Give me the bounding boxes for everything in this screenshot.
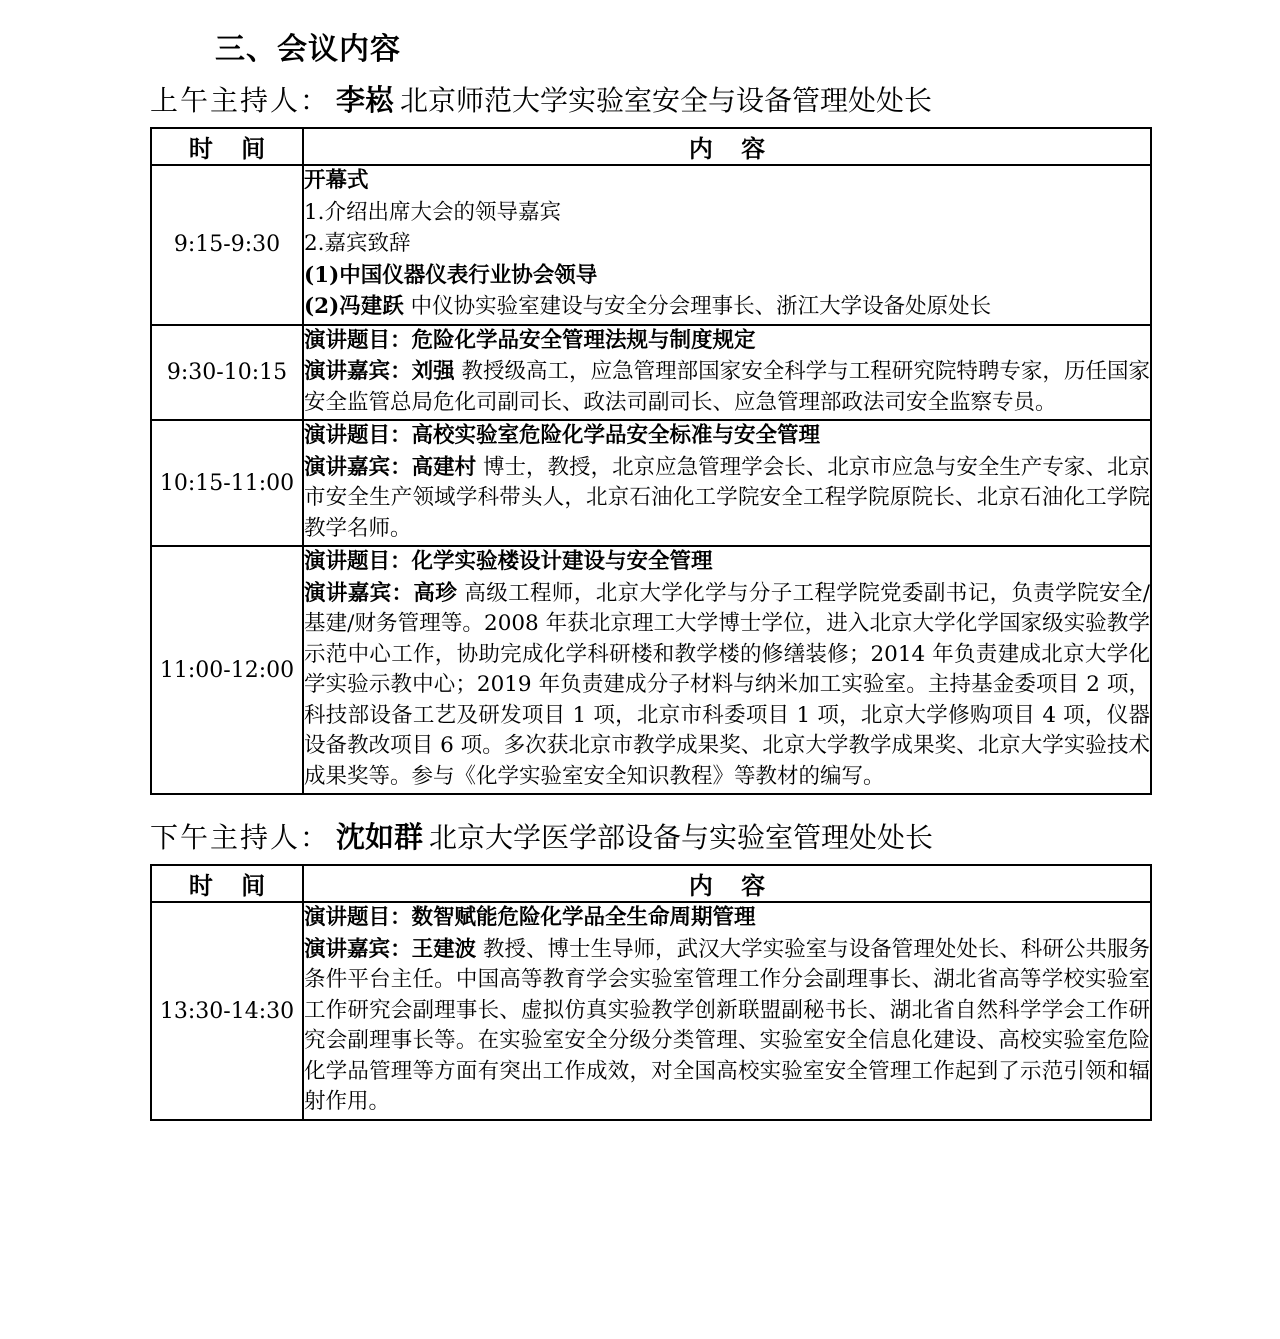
row-lead: 演讲嘉宾：高珍	[304, 580, 458, 606]
row-text: 高级工程师，北京大学化学与分子工程学院党委副书记，负责学院安全/基建/财务管理等。2008 年获北京理工大学博士学位，进入北京大学化学国家级实验教学示范中心工作，协助完成化学科研楼和教学楼的修缮装修；2014 年负责建成北京大学化学实验示教中心；2019 年负责建成分子材料与纳米加工实验室。主持基金委项目 2 项，科技部设备工艺及研发项目 1 项，北京市科委项目 1 项，北京大学修购项目 4 项，仪器设备教改项目 6 项。多次获北京市教学成果奖、北京大学教学成果奖、北京大学实验技术成果奖等。参与《化学实验室安全知识教程》等教材的编写。	[304, 580, 1150, 789]
row-text: 1.介绍出席大会的领导嘉宾	[304, 199, 562, 225]
morning-host-title: 北京师范大学实验室安全与设备管理处处长	[400, 84, 933, 117]
afternoon-host-title: 北京大学医学部设备与实验室管理处处长	[429, 821, 934, 855]
page-title: 三、会议内容	[215, 32, 401, 67]
row-lead: 演讲嘉宾：高建村	[304, 454, 477, 480]
row-topic: 演讲题目：化学实验楼设计建设与安全管理	[304, 549, 713, 575]
row-lead: 开幕式	[304, 168, 369, 193]
row-text: 博士，教授，北京应急管理学会长、北京市应急与安全生产专家、北京市安全生产领域学科带头人，北京石油化工学院安全工程学院原院长、北京石油化工学院教学名师。	[304, 454, 1150, 541]
table-row	[151, 325, 1151, 421]
column-header-content: 内 容	[303, 128, 1151, 165]
afternoon-agenda-table	[150, 864, 1152, 1121]
morning-host-name: 李崧	[336, 83, 395, 117]
column-header-time: 时 间	[151, 128, 303, 165]
table-header-row	[151, 128, 1151, 165]
row-content	[303, 420, 1151, 546]
row-content	[303, 325, 1151, 421]
afternoon-host-name: 沈如群	[336, 820, 424, 855]
row-content	[303, 546, 1151, 794]
row-text: 中仪协实验室建设与安全分会理事长、浙江大学设备处原处长	[403, 294, 992, 320]
row-lead: 演讲嘉宾：王建波	[304, 936, 477, 962]
afternoon-host-label: 下午主持人：	[150, 821, 331, 855]
row-text: 2.嘉宾致辞	[304, 231, 411, 257]
row-text: 教授级高工，应急管理部国家安全科学与工程研究院特聘专家，历任国家安全监管总局危化司副司长、政法司副司长、应急管理部政法司安全监察专员。	[304, 359, 1150, 415]
morning-agenda-table	[150, 127, 1152, 795]
row-content	[303, 165, 1151, 325]
table-header-row	[151, 865, 1151, 902]
section-spacer	[40, 795, 1240, 809]
row-time: 9:15-9:30	[151, 165, 303, 325]
row-text: 教授、博士生导师，武汉大学实验室与设备管理处处长、科研公共服务条件平台主任。中国高等教育学会实验室管理工作分会副理事长、湖北省高等学校实验室工作研究会副理事长、虚拟仿真实验教学创新联盟副秘书长、湖北省自然科学学会工作研究会副理事长等。在实验室安全分级分类管理、实验室安全信息化建设、高校实验室危险化学品管理等方面有突出工作成效，对全国高校实验室安全管理工作起到了示范引领和辐射作用。	[304, 936, 1150, 1115]
table-row	[151, 165, 1151, 325]
column-header-content: 内 容	[303, 865, 1151, 902]
row-time: 13:30-14:30	[151, 902, 303, 1120]
column-header-time: 时 间	[151, 865, 303, 902]
table-row	[151, 420, 1151, 546]
row-topic: 演讲题目：危险化学品安全管理法规与制度规定	[304, 327, 756, 353]
row-lead: (2)冯建跃	[304, 294, 404, 320]
row-topic: 演讲题目：数智赋能危险化学品全生命周期管理	[304, 905, 756, 931]
row-lead: 演讲嘉宾：刘强	[304, 359, 455, 385]
table-row	[151, 902, 1151, 1120]
row-topic: 演讲题目：高校实验室危险化学品安全标准与安全管理	[304, 423, 821, 449]
row-text: (1)中国仪器仪表行业协会领导	[304, 262, 598, 288]
row-time: 10:15-11:00	[151, 420, 303, 546]
afternoon-host-line	[150, 815, 1240, 856]
row-time: 9:30-10:15	[151, 325, 303, 421]
row-content	[303, 902, 1151, 1120]
table-row	[151, 546, 1151, 794]
morning-host-line	[150, 78, 1240, 119]
morning-host-label: 上午主持人：	[150, 84, 331, 117]
row-time: 11:00-12:00	[151, 546, 303, 794]
